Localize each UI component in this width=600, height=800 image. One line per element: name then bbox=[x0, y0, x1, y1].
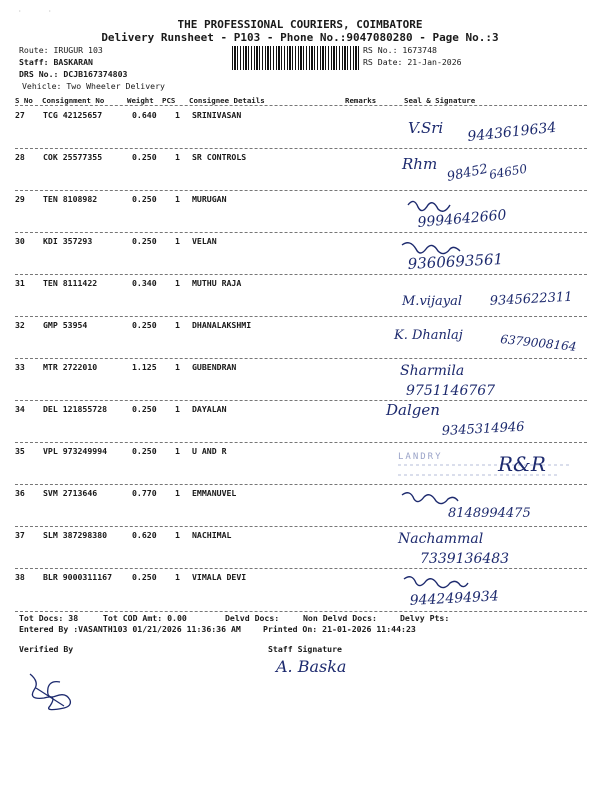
entered-by: Entered By :VASANTH103 01/21/2026 11:36:36 AM bbox=[19, 624, 241, 634]
row-consignment: TCG 42125657 bbox=[43, 110, 103, 120]
row-consignment: MTR 2722010 bbox=[43, 362, 98, 372]
row-weight: 0.250 bbox=[132, 194, 157, 204]
signature-box bbox=[350, 443, 600, 485]
row-weight: 1.125 bbox=[132, 362, 157, 372]
table-row bbox=[15, 107, 587, 149]
signature-box bbox=[350, 401, 600, 443]
col-sno: S No bbox=[15, 96, 33, 105]
row-pcs: 1 bbox=[175, 362, 180, 372]
handwritten-signature bbox=[350, 527, 600, 569]
handwritten-signature bbox=[350, 569, 600, 611]
col-consignee: Consignee Details bbox=[189, 96, 265, 105]
signature-box bbox=[350, 191, 600, 233]
row-consignment: DEL 121855728 bbox=[43, 404, 108, 414]
row-weight: 0.640 bbox=[132, 110, 157, 120]
row-weight: 0.250 bbox=[132, 404, 157, 414]
total-cod-amount: Tot COD Amt: 0.00 bbox=[103, 613, 187, 623]
handwritten-signature bbox=[350, 233, 600, 275]
row-pcs: 1 bbox=[175, 152, 180, 162]
staff-label: Staff: BASKARAN bbox=[19, 57, 93, 67]
row-sno: 28 bbox=[15, 152, 25, 162]
rs-number: RS No.: 1673748 bbox=[363, 45, 437, 55]
row-sno: 30 bbox=[15, 236, 25, 246]
table-row bbox=[15, 191, 587, 233]
svg-text:Nachammal: Nachammal bbox=[398, 531, 484, 547]
signature-box bbox=[350, 359, 600, 401]
svg-text:A. Baska: A. Baska bbox=[276, 657, 347, 676]
handwritten-signature bbox=[350, 317, 600, 359]
row-sno: 36 bbox=[15, 488, 25, 498]
row-weight: 0.340 bbox=[132, 278, 157, 288]
row-consignment: KDI 357293 bbox=[43, 236, 93, 246]
row-sno: 29 bbox=[15, 194, 25, 204]
svg-text:98452: 98452 bbox=[445, 161, 490, 185]
row-weight: 0.250 bbox=[132, 446, 157, 456]
delivered-docs: Delvd Docs: bbox=[225, 613, 280, 623]
row-pcs: 1 bbox=[175, 446, 180, 456]
rs-date: RS Date: 21-Jan-2026 bbox=[363, 57, 462, 67]
row-sno: 34 bbox=[15, 404, 25, 414]
delivery-points: Delvy Pts: bbox=[400, 613, 450, 623]
table-row bbox=[15, 359, 587, 401]
row-pcs: 1 bbox=[175, 320, 180, 330]
rubber-stamp bbox=[350, 443, 600, 485]
table-row bbox=[15, 443, 587, 485]
header-divider bbox=[15, 105, 587, 106]
signature-box bbox=[350, 485, 600, 527]
row-weight: 0.620 bbox=[132, 530, 157, 540]
table-row bbox=[15, 569, 587, 611]
route-label: Route: IRUGUR 103 bbox=[19, 45, 103, 55]
svg-text:9360693561: 9360693561 bbox=[407, 250, 504, 273]
company-title: THE PROFESSIONAL COURIERS, COIMBATORE bbox=[177, 18, 423, 31]
signature-box bbox=[350, 275, 600, 317]
signature-box bbox=[350, 527, 600, 569]
row-pcs: 1 bbox=[175, 110, 180, 120]
row-pcs: 1 bbox=[175, 572, 180, 582]
barcode-image bbox=[232, 46, 360, 70]
table-row bbox=[15, 527, 587, 569]
handwritten-signature bbox=[350, 359, 600, 401]
row-consignee: EMMANUVEL bbox=[192, 488, 237, 498]
svg-text:K. Dhanlaj: K. Dhanlaj bbox=[394, 328, 463, 343]
row-consignment: VPL 973249994 bbox=[43, 446, 108, 456]
col-remarks: Remarks bbox=[345, 96, 377, 105]
svg-text:9443619634: 9443619634 bbox=[466, 119, 558, 145]
signature-box bbox=[350, 233, 600, 275]
row-consignee: MUTHU RAJA bbox=[192, 278, 242, 288]
runsheet-title: Delivery Runsheet - P103 - Phone No.:9047080280 - Page No.:3 bbox=[101, 31, 499, 44]
row-weight: 0.250 bbox=[132, 572, 157, 582]
col-consignment: Consignment No bbox=[42, 96, 105, 105]
table-row bbox=[15, 485, 587, 527]
handwritten-signature bbox=[350, 485, 600, 527]
table-row bbox=[15, 233, 587, 275]
signature-box bbox=[350, 149, 600, 191]
svg-text:Rhm: Rhm bbox=[402, 155, 438, 173]
row-weight: 0.250 bbox=[132, 320, 157, 330]
row-consignee: VIMALA DEVI bbox=[192, 572, 247, 582]
row-consignment: SVM 2713646 bbox=[43, 488, 98, 498]
row-consignee: DHANALAKSHMI bbox=[192, 320, 252, 330]
row-consignment: SLM 387298380 bbox=[43, 530, 108, 540]
row-pcs: 1 bbox=[175, 236, 180, 246]
row-divider bbox=[15, 611, 587, 612]
col-seal-signature: Seal & Signature bbox=[404, 96, 476, 105]
row-consignee: NACHIMAL bbox=[192, 530, 232, 540]
vehicle-label: Vehicle: Two Wheeler Delivery bbox=[22, 81, 165, 91]
handwritten-signature bbox=[350, 107, 600, 149]
row-sno: 38 bbox=[15, 572, 25, 582]
handwritten-signature bbox=[350, 149, 600, 191]
svg-text:V.Sri: V.Sri bbox=[408, 119, 444, 137]
row-consignment: TEN 8108982 bbox=[43, 194, 98, 204]
page-mark: · bbox=[18, 8, 22, 15]
row-consignee: GUBENDRAN bbox=[192, 362, 237, 372]
row-consignment: BLR 9000311167 bbox=[43, 572, 113, 582]
table-row bbox=[15, 275, 587, 317]
row-consignment: GMP 53954 bbox=[43, 320, 88, 330]
svg-text:M.vijayal: M.vijayal bbox=[402, 294, 462, 309]
handwritten-signature bbox=[350, 191, 600, 233]
row-consignee: U AND R bbox=[192, 446, 227, 456]
row-weight: 0.250 bbox=[132, 152, 157, 162]
row-pcs: 1 bbox=[175, 404, 180, 414]
svg-text:LANDRY: LANDRY bbox=[398, 452, 443, 462]
handwritten-signature bbox=[350, 275, 600, 317]
verified-by-label: Verified By bbox=[19, 644, 74, 654]
row-consignee: DAYALAN bbox=[192, 404, 227, 414]
svg-text:7339136483: 7339136483 bbox=[420, 551, 510, 567]
row-pcs: 1 bbox=[175, 194, 180, 204]
row-weight: 0.250 bbox=[132, 236, 157, 246]
row-pcs: 1 bbox=[175, 278, 180, 288]
staff-signature-handwriting bbox=[274, 652, 384, 680]
col-pcs: PCS bbox=[162, 96, 176, 105]
staff-signature-label: Staff Signature bbox=[268, 644, 342, 654]
table-row bbox=[15, 149, 587, 191]
signature-box bbox=[350, 317, 600, 359]
row-sno: 33 bbox=[15, 362, 25, 372]
svg-text:6379008164: 6379008164 bbox=[499, 332, 578, 354]
svg-text:R&R: R&R bbox=[498, 452, 546, 476]
signature-box bbox=[350, 107, 600, 149]
row-consignee: SRINIVASAN bbox=[192, 110, 242, 120]
non-delivered-docs: Non Delvd Docs: bbox=[303, 613, 377, 623]
verifier-signature-scribble bbox=[20, 668, 80, 712]
svg-text:9751146767: 9751146767 bbox=[406, 383, 496, 399]
row-pcs: 1 bbox=[175, 530, 180, 540]
row-weight: 0.770 bbox=[132, 488, 157, 498]
row-consignee: VELAN bbox=[192, 236, 217, 246]
svg-text:9345314946: 9345314946 bbox=[441, 419, 525, 439]
row-sno: 32 bbox=[15, 320, 25, 330]
svg-text:64650: 64650 bbox=[488, 161, 529, 182]
drs-number: DRS No.: DCJB167374803 bbox=[19, 69, 128, 79]
row-consignment: TEN 8111422 bbox=[43, 278, 98, 288]
signature-box bbox=[350, 569, 600, 611]
svg-text:8148994475: 8148994475 bbox=[448, 506, 531, 521]
row-sno: 37 bbox=[15, 530, 25, 540]
row-pcs: 1 bbox=[175, 488, 180, 498]
svg-text:Dalgen: Dalgen bbox=[386, 401, 440, 419]
row-consignment: COK 25577355 bbox=[43, 152, 103, 162]
printed-on: Printed On: 21-01-2026 11:44:23 bbox=[263, 624, 416, 634]
total-docs: Tot Docs: 38 bbox=[19, 613, 79, 623]
svg-text:9442494934: 9442494934 bbox=[409, 588, 500, 609]
row-sno: 27 bbox=[15, 110, 25, 120]
handwritten-signature bbox=[350, 401, 600, 443]
row-consignee: SR CONTROLS bbox=[192, 152, 247, 162]
table-row bbox=[15, 317, 587, 359]
row-sno: 35 bbox=[15, 446, 25, 456]
svg-text:9994642660: 9994642660 bbox=[416, 207, 508, 231]
svg-text:Sharmila: Sharmila bbox=[400, 363, 465, 379]
table-row bbox=[15, 401, 587, 443]
svg-text:9345622311: 9345622311 bbox=[489, 289, 573, 309]
row-sno: 31 bbox=[15, 278, 25, 288]
col-weight: Weight bbox=[127, 96, 154, 105]
row-consignee: MURUGAN bbox=[192, 194, 227, 204]
page-mark: · bbox=[48, 8, 52, 15]
